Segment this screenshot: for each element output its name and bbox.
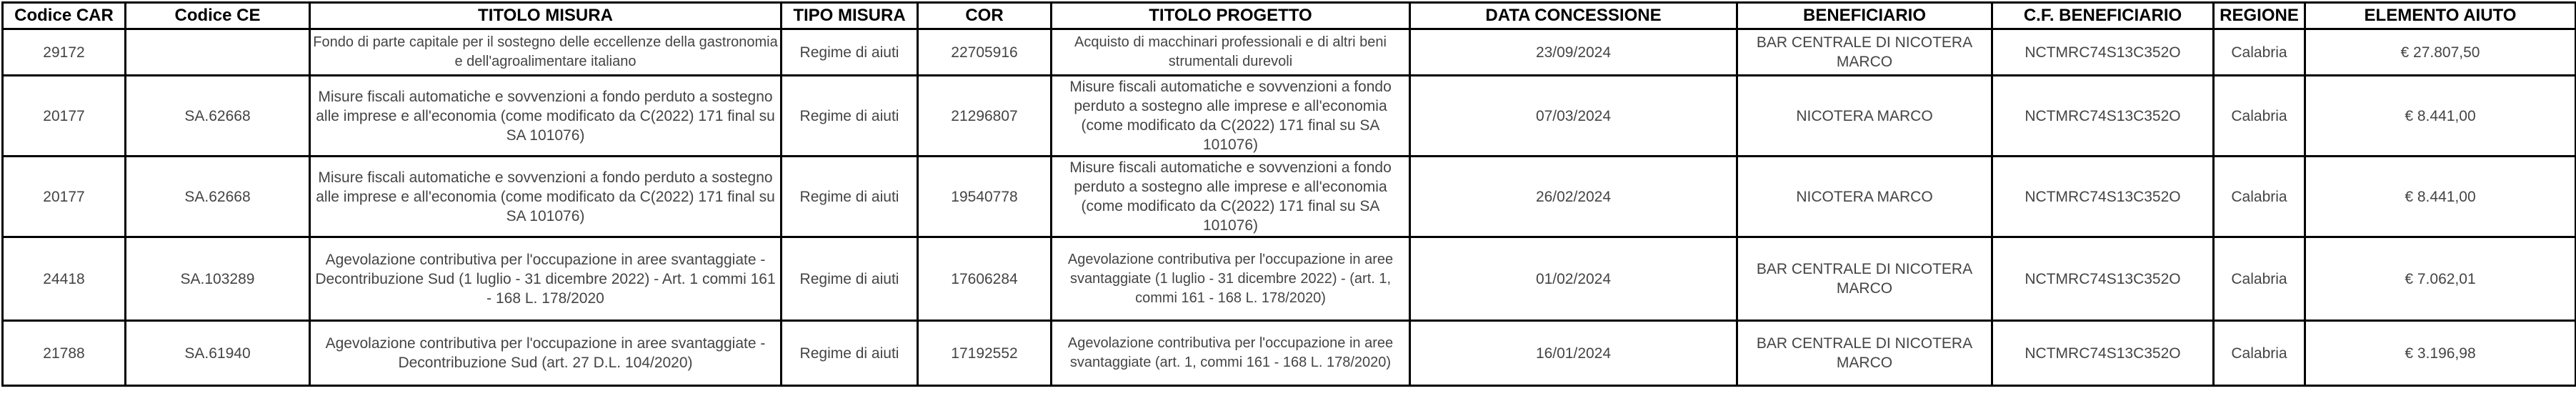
cell-elemento-aiuto: € 8.441,00 xyxy=(2305,76,2576,157)
cell-titolo-progetto: Acquisto di macchinari professionali e di altri beni strumentali durevoli xyxy=(1052,29,1410,76)
header-cor: COR xyxy=(918,3,1052,29)
cell-cor: 17192552 xyxy=(918,321,1052,386)
cell-codice-ce: SA.61940 xyxy=(126,321,310,386)
table-row xyxy=(3,157,2576,237)
cell-cor: 17606284 xyxy=(918,237,1052,321)
cell-tipo-misura: Regime di aiuti xyxy=(782,157,918,237)
cell-data-concessione: 26/02/2024 xyxy=(1410,157,1737,237)
cell-cor: 21296807 xyxy=(918,76,1052,157)
cell-titolo-misura: Misure fiscali automatiche e sovvenzioni a fondo perduto a sostegno alle imprese e all'economia (come modificato da C(2022) 171 final su SA 101076) xyxy=(310,76,782,157)
cell-regione: Calabria xyxy=(2214,321,2305,386)
cell-elemento-aiuto: € 3.196,98 xyxy=(2305,321,2576,386)
table-row xyxy=(3,237,2576,321)
cell-codice-car: 29172 xyxy=(3,29,126,76)
header-tipo-misura: TIPO MISURA xyxy=(782,3,918,29)
cell-titolo-progetto: Agevolazione contributiva per l'occupazione in aree svantaggiate (art. 1, commi 161 - 168 L. 178/2020) xyxy=(1052,321,1410,386)
header-beneficiario: BENEFICIARIO xyxy=(1737,3,1992,29)
aid-register-table xyxy=(1,1,2576,387)
cell-cf-beneficiario: NCTMRC74S13C352O xyxy=(1992,29,2214,76)
cell-titolo-progetto: Misure fiscali automatiche e sovvenzioni a fondo perduto a sostegno alle imprese e all'economia (come modificato da C(2022) 171 final su SA 101076) xyxy=(1052,157,1410,237)
cell-beneficiario: NICOTERA MARCO xyxy=(1737,76,1992,157)
cell-elemento-aiuto: € 7.062,01 xyxy=(2305,237,2576,321)
cell-cor: 19540778 xyxy=(918,157,1052,237)
cell-elemento-aiuto: € 8.441,00 xyxy=(2305,157,2576,237)
header-titolo-misura: TITOLO MISURA xyxy=(310,3,782,29)
cell-codice-ce: SA.62668 xyxy=(126,157,310,237)
header-elemento-aiuto: ELEMENTO AIUTO xyxy=(2305,3,2576,29)
table-row xyxy=(3,29,2576,76)
cell-codice-car: 24418 xyxy=(3,237,126,321)
cell-titolo-misura: Fondo di parte capitale per il sostegno delle eccellenze della gastronomia e dell'agroalimentare italiano xyxy=(310,29,782,76)
cell-titolo-misura: Misure fiscali automatiche e sovvenzioni a fondo perduto a sostegno alle imprese e all'economia (come modificato da C(2022) 171 final su SA 101076) xyxy=(310,157,782,237)
cell-beneficiario: BAR CENTRALE DI NICOTERA MARCO xyxy=(1737,29,1992,76)
cell-beneficiario: BAR CENTRALE DI NICOTERA MARCO xyxy=(1737,237,1992,321)
header-titolo-progetto: TITOLO PROGETTO xyxy=(1052,3,1410,29)
cell-tipo-misura: Regime di aiuti xyxy=(782,321,918,386)
header-data-concessione: DATA CONCESSIONE xyxy=(1410,3,1737,29)
cell-regione: Calabria xyxy=(2214,76,2305,157)
cell-data-concessione: 16/01/2024 xyxy=(1410,321,1737,386)
cell-cf-beneficiario: NCTMRC74S13C352O xyxy=(1992,76,2214,157)
cell-beneficiario: BAR CENTRALE DI NICOTERA MARCO xyxy=(1737,321,1992,386)
cell-codice-ce: SA.62668 xyxy=(126,76,310,157)
cell-titolo-misura: Agevolazione contributiva per l'occupazione in aree svantaggiate - Decontribuzione Sud (1 luglio - 31 dicembre 2022) - Art. 1 commi 161 - 168 L. 178/2020 xyxy=(310,237,782,321)
cell-titolo-progetto: Agevolazione contributiva per l'occupazione in aree svantaggiate (1 luglio - 31 dicembre 2022) - (art. 1, commi 161 - 168 L. 178/2020) xyxy=(1052,237,1410,321)
header-cf-beneficiario: C.F. BENEFICIARIO xyxy=(1992,3,2214,29)
cell-codice-car: 20177 xyxy=(3,157,126,237)
cell-beneficiario: NICOTERA MARCO xyxy=(1737,157,1992,237)
cell-data-concessione: 01/02/2024 xyxy=(1410,237,1737,321)
cell-elemento-aiuto: € 27.807,50 xyxy=(2305,29,2576,76)
cell-data-concessione: 23/09/2024 xyxy=(1410,29,1737,76)
cell-codice-ce xyxy=(126,29,310,76)
header-codice-ce: Codice CE xyxy=(126,3,310,29)
cell-titolo-progetto: Misure fiscali automatiche e sovvenzioni a fondo perduto a sostegno alle imprese e all'economia (come modificato da C(2022) 171 final su SA 101076) xyxy=(1052,76,1410,157)
header-row xyxy=(3,3,2576,29)
cell-data-concessione: 07/03/2024 xyxy=(1410,76,1737,157)
cell-titolo-misura: Agevolazione contributiva per l'occupazione in aree svantaggiate - Decontribuzione Sud (art. 27 D.L. 104/2020) xyxy=(310,321,782,386)
cell-codice-car: 20177 xyxy=(3,76,126,157)
cell-cf-beneficiario: NCTMRC74S13C352O xyxy=(1992,321,2214,386)
cell-cor: 22705916 xyxy=(918,29,1052,76)
header-regione: REGIONE xyxy=(2214,3,2305,29)
cell-tipo-misura: Regime di aiuti xyxy=(782,237,918,321)
cell-tipo-misura: Regime di aiuti xyxy=(782,76,918,157)
cell-codice-ce: SA.103289 xyxy=(126,237,310,321)
cell-regione: Calabria xyxy=(2214,237,2305,321)
cell-tipo-misura: Regime di aiuti xyxy=(782,29,918,76)
table-row xyxy=(3,76,2576,157)
cell-cf-beneficiario: NCTMRC74S13C352O xyxy=(1992,237,2214,321)
table-row xyxy=(3,321,2576,386)
header-codice-car: Codice CAR xyxy=(3,3,126,29)
cell-regione: Calabria xyxy=(2214,29,2305,76)
cell-codice-car: 21788 xyxy=(3,321,126,386)
cell-regione: Calabria xyxy=(2214,157,2305,237)
cell-cf-beneficiario: NCTMRC74S13C352O xyxy=(1992,157,2214,237)
